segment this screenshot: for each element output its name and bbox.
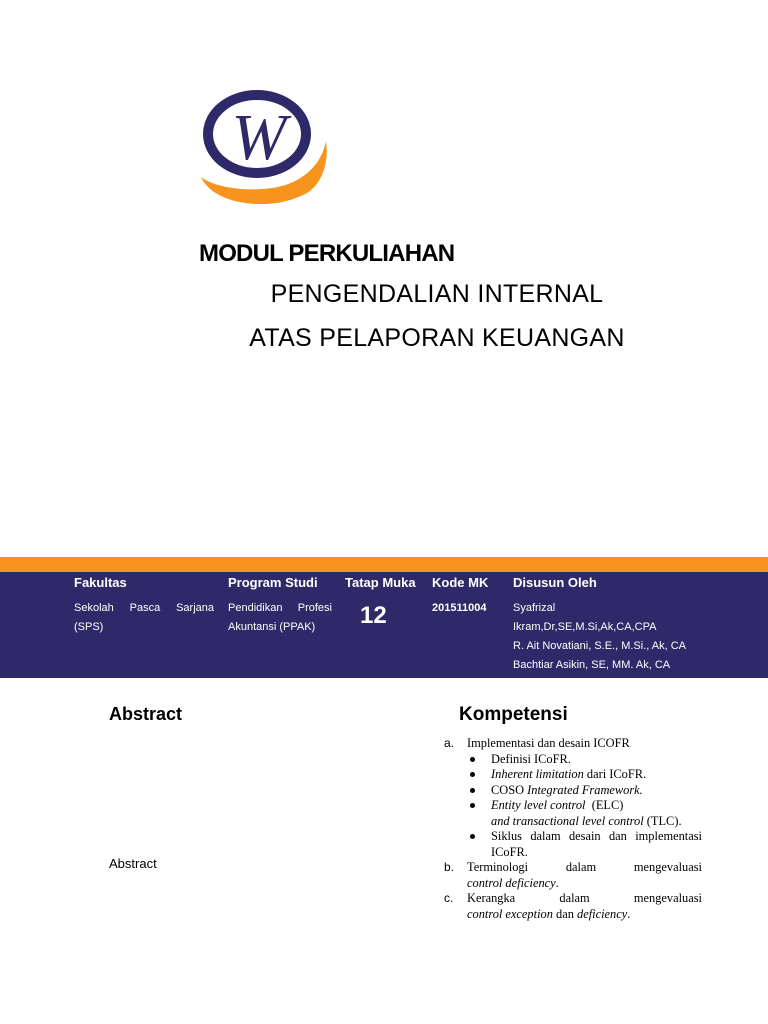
kompetensi-item-b: [444, 860, 702, 891]
sub-item-text: (TLC).: [643, 813, 682, 828]
list-item: [467, 829, 702, 860]
item-italic: deficiency: [577, 906, 628, 921]
item-marker: b.: [444, 860, 455, 874]
sub-item-text: COSO: [491, 782, 528, 797]
item-text: .: [627, 906, 631, 921]
sub-item-italic: Integrated Framework.: [527, 782, 643, 797]
sub-item-italic: and transactional level control: [491, 813, 644, 828]
tatap-muka-value: 12: [360, 602, 387, 629]
abstract-heading: Abstract: [109, 704, 183, 724]
list-item: [467, 783, 702, 799]
logo-letter: W: [231, 101, 287, 174]
tatap-muka-label: Tatap Muka: [345, 575, 416, 590]
list-item: [467, 752, 702, 768]
sub-item-italic: Inherent limitation: [491, 767, 584, 781]
list-item: [467, 798, 702, 829]
item-text: Implementasi dan desain ICOFR: [467, 736, 630, 750]
accent-bar: [0, 557, 768, 572]
abstract-text: Abstract: [109, 856, 157, 871]
fakultas-value: Sekolah Pasca Sarjana (SPS): [74, 602, 214, 633]
bullet-icon: [470, 834, 475, 839]
kompetensi-item-c: [444, 891, 702, 922]
university-logo: [199, 89, 331, 207]
bullet-icon: [470, 772, 475, 777]
bullet-icon: [470, 757, 475, 762]
item-marker: c.: [444, 891, 454, 905]
sub-list: [467, 752, 702, 861]
module-title: MODUL PERKULIAHAN: [199, 240, 455, 267]
author-name: Bachtiar Asikin, SE, MM. Ak, CA: [513, 659, 671, 671]
sub-item-text: Siklus dalam desain dan implementasi ICoFR.: [491, 829, 702, 859]
course-info-band: [0, 572, 768, 678]
author-name: R. Ait Novatiani, S.E., M.Si., Ak, CA: [513, 640, 687, 652]
sub-item-text: dari ICoFR.: [583, 767, 647, 781]
kode-mk-value: 201511004: [432, 602, 487, 614]
kode-mk-label: Kode MK: [432, 575, 489, 590]
author-list: [513, 599, 686, 675]
kompetensi-list: [444, 736, 702, 922]
item-text: Terminologi dalam mengevaluasi: [467, 860, 702, 874]
kompetensi-heading: Kompetensi: [459, 704, 568, 725]
sub-item-italic: Entity level control: [491, 798, 586, 812]
course-title-line-1: PENGENDALIAN INTERNAL: [270, 280, 604, 308]
item-italic: control exception: [467, 906, 553, 921]
item-text: dan: [552, 906, 577, 921]
bullet-icon: [470, 803, 475, 808]
program-studi-label: Program Studi: [228, 575, 318, 590]
item-marker: a.: [444, 736, 455, 750]
bullet-icon: [470, 788, 475, 793]
item-text: .: [555, 875, 559, 890]
kompetensi-item-a: [444, 736, 702, 860]
author-name: Ikram,Dr,SE,M.Si,Ak,CA,CPA: [513, 621, 657, 633]
sub-item-text: (ELC): [585, 798, 624, 812]
item-text: Kerangka dalam mengevaluasi: [467, 891, 702, 905]
author-name: Syafrizal: [513, 602, 556, 614]
course-title-line-2: ATAS PELAPORAN KEUANGAN: [249, 324, 625, 352]
list-item: [467, 767, 702, 783]
fakultas-label: Fakultas: [74, 575, 127, 590]
sub-item-text: Definisi ICoFR.: [491, 751, 571, 766]
item-italic: control deficiency: [467, 875, 556, 890]
program-studi-value: Pendidikan Profesi Akuntansi (PPAK): [228, 602, 332, 633]
disusun-oleh-label: Disusun Oleh: [513, 575, 597, 590]
